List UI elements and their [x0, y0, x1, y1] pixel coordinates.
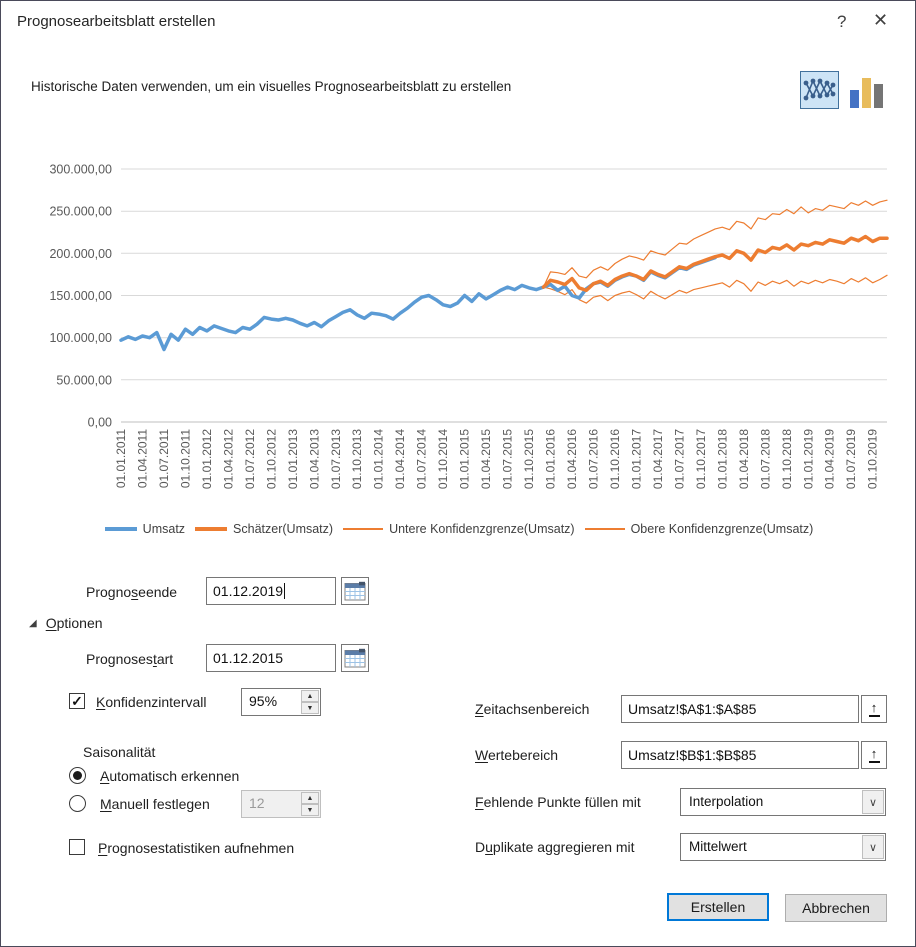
- text-caret: [284, 583, 285, 599]
- seasonality-manual-spinner: 12 ▲ ▼: [241, 790, 321, 818]
- svg-text:01.01.2011: 01.01.2011: [114, 429, 128, 489]
- svg-text:01.10.2018: 01.10.2018: [779, 429, 794, 490]
- svg-text:50.000,00: 50.000,00: [56, 373, 112, 388]
- line-chart-type-button[interactable]: [800, 71, 839, 109]
- dialog-subtitle: Historische Daten verwenden, um ein visuelles Prognosearbeitsblatt zu erstellen: [31, 79, 512, 94]
- legend-label: Schätzer(Umsatz): [233, 522, 334, 536]
- legend-swatch-untere: [343, 528, 383, 530]
- legend-swatch-obere: [585, 528, 625, 530]
- create-button[interactable]: Erstellen: [667, 893, 769, 921]
- fill-missing-dropdown[interactable]: Interpolation ∨: [680, 788, 886, 816]
- svg-text:01.07.2018: 01.07.2018: [758, 429, 773, 490]
- spin-down-icon: ▼: [301, 804, 319, 816]
- timeline-range-picker-button[interactable]: [861, 695, 887, 723]
- svg-text:01.07.2017: 01.07.2017: [672, 429, 687, 490]
- svg-text:01.07.2011: 01.07.2011: [157, 429, 171, 489]
- dialog-title: Prognosearbeitsblatt erstellen: [17, 13, 216, 30]
- svg-text:100.000,00: 100.000,00: [49, 331, 112, 346]
- values-range-input[interactable]: Umsatz!$B$1:$B$85: [621, 741, 859, 769]
- values-range-label: Wertebereich: [475, 747, 559, 763]
- forecast-start-input[interactable]: 01.12.2015: [206, 644, 336, 672]
- svg-text:01.10.2016: 01.10.2016: [608, 429, 622, 490]
- svg-text:01.01.2014: 01.01.2014: [371, 429, 386, 490]
- line-chart-icon: [803, 74, 836, 106]
- range-picker-icon: ↑: [870, 700, 878, 715]
- forecast-start-calendar-button[interactable]: [341, 644, 369, 672]
- bar-chart-type-button[interactable]: [847, 75, 885, 108]
- legend-item-obere: [585, 522, 814, 536]
- svg-text:01.07.2014: 01.07.2014: [414, 429, 429, 490]
- spin-up-icon[interactable]: ▲: [301, 690, 319, 702]
- aggregate-label: Duplikate aggregieren mit: [475, 839, 635, 855]
- forecast-start-label: Prognosestart: [86, 651, 174, 667]
- legend-label: Untere Konfidenzgrenze(Umsatz): [389, 522, 575, 536]
- expander-triangle-icon: ◢: [29, 617, 37, 629]
- svg-text:300.000,00: 300.000,00: [49, 162, 112, 177]
- chevron-down-icon[interactable]: ∨: [862, 790, 884, 814]
- confidence-interval-checkbox[interactable]: [69, 693, 85, 709]
- forecast-end-calendar-button[interactable]: [341, 577, 369, 605]
- svg-text:01.07.2016: 01.07.2016: [586, 429, 601, 490]
- svg-text:01.10.2012: 01.10.2012: [264, 429, 279, 490]
- svg-text:01.10.2019: 01.10.2019: [865, 429, 880, 490]
- help-icon[interactable]: ?: [837, 12, 847, 31]
- options-expander[interactable]: [29, 615, 103, 631]
- seasonality-label: Saisonalität: [83, 744, 156, 760]
- check-icon: ✓: [71, 693, 83, 709]
- timeline-range-label: Zeitachsenbereich: [475, 701, 590, 717]
- svg-text:01.10.2013: 01.10.2013: [350, 429, 365, 490]
- svg-text:01.04.2017: 01.04.2017: [650, 429, 665, 490]
- cancel-button[interactable]: Abbrechen: [785, 894, 887, 922]
- seasonality-auto-radio[interactable]: [69, 767, 86, 784]
- calendar-icon: [344, 648, 366, 668]
- legend-swatch-umsatz: [105, 527, 137, 531]
- svg-text:01.04.2013: 01.04.2013: [307, 429, 322, 490]
- chevron-down-icon[interactable]: ∨: [862, 835, 884, 859]
- svg-text:01.07.2013: 01.07.2013: [328, 429, 343, 490]
- seasonality-auto-label: Automatisch erkennen: [100, 768, 240, 784]
- options-label: Optionen: [45, 615, 103, 631]
- aggregate-dropdown[interactable]: Mittelwert ∨: [680, 833, 886, 861]
- fill-missing-label: Fehlende Punkte füllen mit: [475, 794, 641, 810]
- legend-label: Obere Konfidenzgrenze(Umsatz): [630, 522, 814, 536]
- seasonality-manual-label: Manuell festlegen: [100, 796, 210, 812]
- chart-legend: [1, 522, 916, 536]
- forecast-statistics-checkbox[interactable]: [69, 839, 85, 855]
- legend-item-schaetzer: [195, 522, 333, 536]
- svg-text:01.04.2018: 01.04.2018: [736, 429, 751, 490]
- svg-text:200.000,00: 200.000,00: [49, 246, 112, 261]
- forecast-end-label: Prognoseende: [86, 584, 178, 600]
- svg-text:01.10.2014: 01.10.2014: [436, 429, 451, 490]
- forecast-chart: [27, 149, 895, 521]
- svg-text:01.01.2015: 01.01.2015: [457, 429, 472, 490]
- svg-text:0,00: 0,00: [87, 415, 112, 430]
- svg-text:01.01.2018: 01.01.2018: [715, 429, 730, 490]
- spin-down-icon[interactable]: ▼: [301, 702, 319, 714]
- svg-text:01.04.2014: 01.04.2014: [393, 429, 408, 490]
- svg-text:01.04.2011: 01.04.2011: [135, 429, 150, 489]
- legend-item-untere: [343, 522, 575, 536]
- svg-text:01.01.2019: 01.01.2019: [801, 429, 816, 490]
- calendar-icon: [344, 581, 366, 601]
- timeline-range-input[interactable]: Umsatz!$A$1:$A$85: [621, 695, 859, 723]
- svg-text:01.07.2015: 01.07.2015: [500, 429, 515, 490]
- values-range-picker-button[interactable]: [861, 741, 887, 769]
- svg-text:01.04.2015: 01.04.2015: [479, 429, 494, 490]
- legend-swatch-schaetzer: [195, 527, 227, 531]
- seasonality-manual-radio[interactable]: [69, 795, 86, 812]
- confidence-interval-label: Konfidenzintervall: [96, 694, 207, 710]
- range-picker-icon: ↑: [870, 746, 878, 761]
- svg-text:01.01.2013: 01.01.2013: [285, 429, 300, 490]
- svg-text:01.04.2019: 01.04.2019: [822, 429, 837, 490]
- bar-chart-icon: [850, 90, 859, 108]
- svg-text:01.01.2016: 01.01.2016: [543, 429, 558, 490]
- confidence-spinner[interactable]: 95% ▲ ▼: [241, 688, 321, 716]
- close-icon[interactable]: ✕: [873, 10, 889, 30]
- svg-text:01.01.2012: 01.01.2012: [199, 429, 214, 490]
- svg-text:01.10.2015: 01.10.2015: [522, 429, 537, 490]
- forecast-end-input[interactable]: 01.12.2019: [206, 577, 336, 605]
- forecast-statistics-label: Prognosestatistiken aufnehmen: [98, 840, 295, 856]
- svg-text:250.000,00: 250.000,00: [49, 204, 112, 219]
- svg-text:01.01.2017: 01.01.2017: [629, 429, 644, 490]
- svg-text:01.07.2012: 01.07.2012: [242, 429, 257, 490]
- svg-text:01.04.2012: 01.04.2012: [221, 429, 236, 490]
- spin-up-icon: ▲: [301, 792, 319, 804]
- svg-text:01.07.2019: 01.07.2019: [844, 429, 859, 490]
- svg-text:150.000,00: 150.000,00: [49, 289, 112, 303]
- legend-label: Umsatz: [142, 522, 186, 536]
- legend-item-umsatz: [105, 522, 185, 536]
- svg-text:01.10.2017: 01.10.2017: [693, 429, 708, 490]
- svg-text:01.10.2011: 01.10.2011: [178, 429, 193, 489]
- svg-text:01.04.2016: 01.04.2016: [565, 429, 579, 490]
